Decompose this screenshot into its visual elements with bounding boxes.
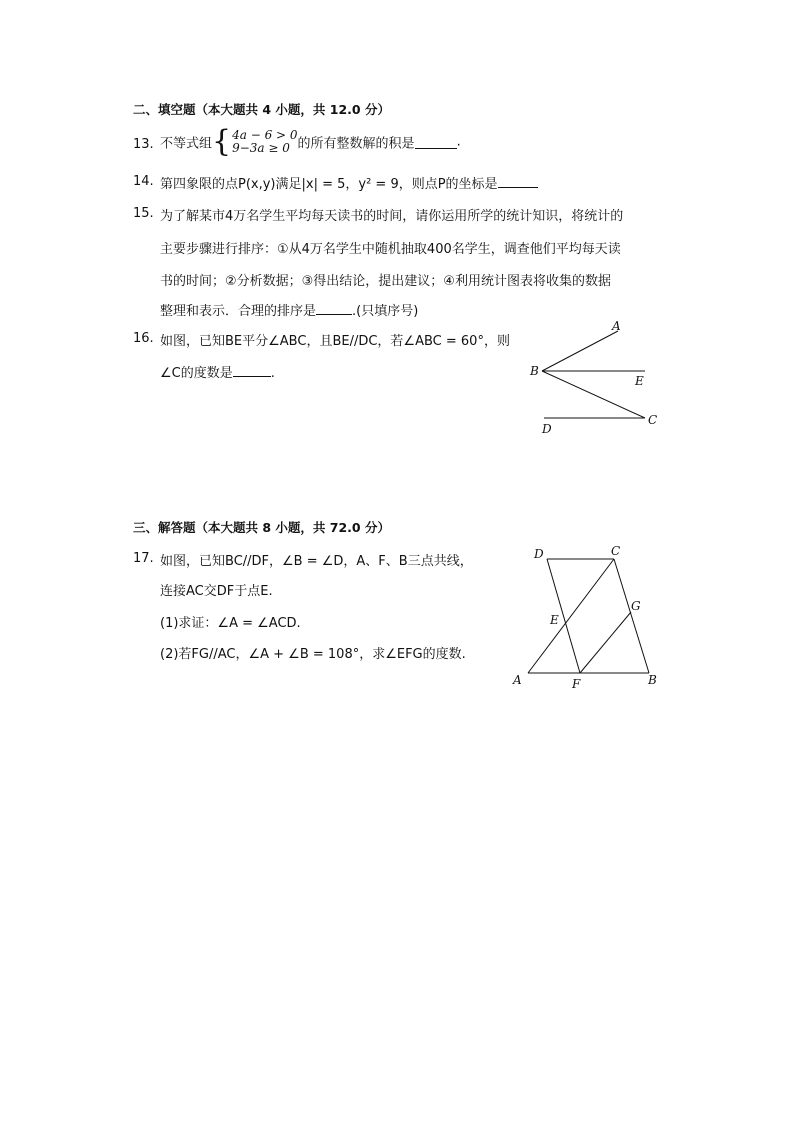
label-a: A: [513, 673, 522, 687]
q15-tail: .(只填序号): [352, 304, 419, 319]
q17-number: 17.: [133, 551, 154, 566]
q15-line-1: 为了解某市4万名学生平均每天读书的时间，请你运用所学的统计知识，将统计的: [160, 209, 624, 224]
label-d: D: [542, 422, 552, 436]
inequality-system: [232, 129, 297, 155]
q14-text: 第四象限的点P(x,y)满足|x| = 5，y² = 9，则点P的坐标是: [160, 177, 498, 192]
segment-ac: [528, 559, 614, 673]
section-3-title: 三、解答题（本大题共 8 小题，共 72.0 分）: [133, 520, 390, 535]
q13-text: [160, 124, 461, 159]
q16-line-2-row: [160, 362, 275, 381]
q16-figure: [520, 312, 670, 442]
label-b: B: [648, 673, 657, 687]
label-e: E: [635, 374, 644, 388]
q16-answer-blank: [233, 364, 271, 377]
label-f: F: [572, 677, 581, 691]
label-a: A: [612, 319, 621, 333]
q14-number: 14.: [133, 174, 154, 189]
label-c: C: [611, 544, 621, 558]
q13-end: .: [456, 134, 461, 150]
q15-number: 15.: [133, 206, 154, 221]
q17-part-1: (1)求证：∠A = ∠ACD.: [160, 616, 301, 631]
q13-post: 的所有整数解的积是: [297, 136, 415, 152]
q15-line-4-row: [160, 300, 418, 319]
q15-answer-blank: [316, 302, 352, 315]
q13-eq2: 9−3a ≥ 0: [232, 141, 290, 155]
segment-bc: [542, 371, 645, 418]
section-2-title: 二、填空题（本大题共 4 小题，共 12.0 分）: [133, 102, 390, 117]
q15-line-3: 书的时间；②分析数据；③得出结论，提出建议；④利用统计图表将收集的数据: [160, 274, 611, 289]
q17-figure: [508, 540, 668, 695]
q16-line-1: 如图，已知BE平分∠ABC，且BE//DC，若∠ABC = 60°，则: [160, 334, 510, 349]
label-d: D: [534, 547, 544, 561]
label-g: G: [631, 599, 641, 613]
ray-ba: [542, 331, 618, 371]
q15-line-4: 整理和表示．合理的排序是: [160, 304, 317, 319]
label-e: E: [550, 613, 559, 627]
q17-line-2: 连接AC交DF于点E.: [160, 584, 273, 599]
q14-text-row: [160, 173, 538, 192]
q13-pre: 不等式组: [160, 136, 213, 152]
q16-number: 16.: [133, 331, 154, 346]
label-c: C: [648, 413, 658, 427]
q16-line-2: ∠C的度数是: [160, 366, 233, 381]
q13-number: 13.: [133, 137, 154, 152]
q15-line-2: 主要步骤进行排序：①从4万名学生中随机抽取400名学生，调查他们平均每天读: [160, 242, 621, 257]
q17-part-2: (2)若FG//AC，∠A + ∠B = 108°，求∠EFG的度数.: [160, 647, 466, 662]
q16-end: .: [270, 366, 275, 381]
segment-fg: [580, 612, 631, 673]
segment-cb: [614, 559, 649, 673]
q14-answer-blank: [498, 175, 538, 188]
q13-answer-blank: [415, 136, 457, 149]
q13-eq1: 4a − 6 > 0: [232, 128, 298, 142]
label-b: B: [530, 364, 539, 378]
system-brace: {: [212, 124, 232, 159]
q17-line-1: 如图，已知BC//DF，∠B = ∠D，A、F、B三点共线，: [160, 554, 473, 569]
